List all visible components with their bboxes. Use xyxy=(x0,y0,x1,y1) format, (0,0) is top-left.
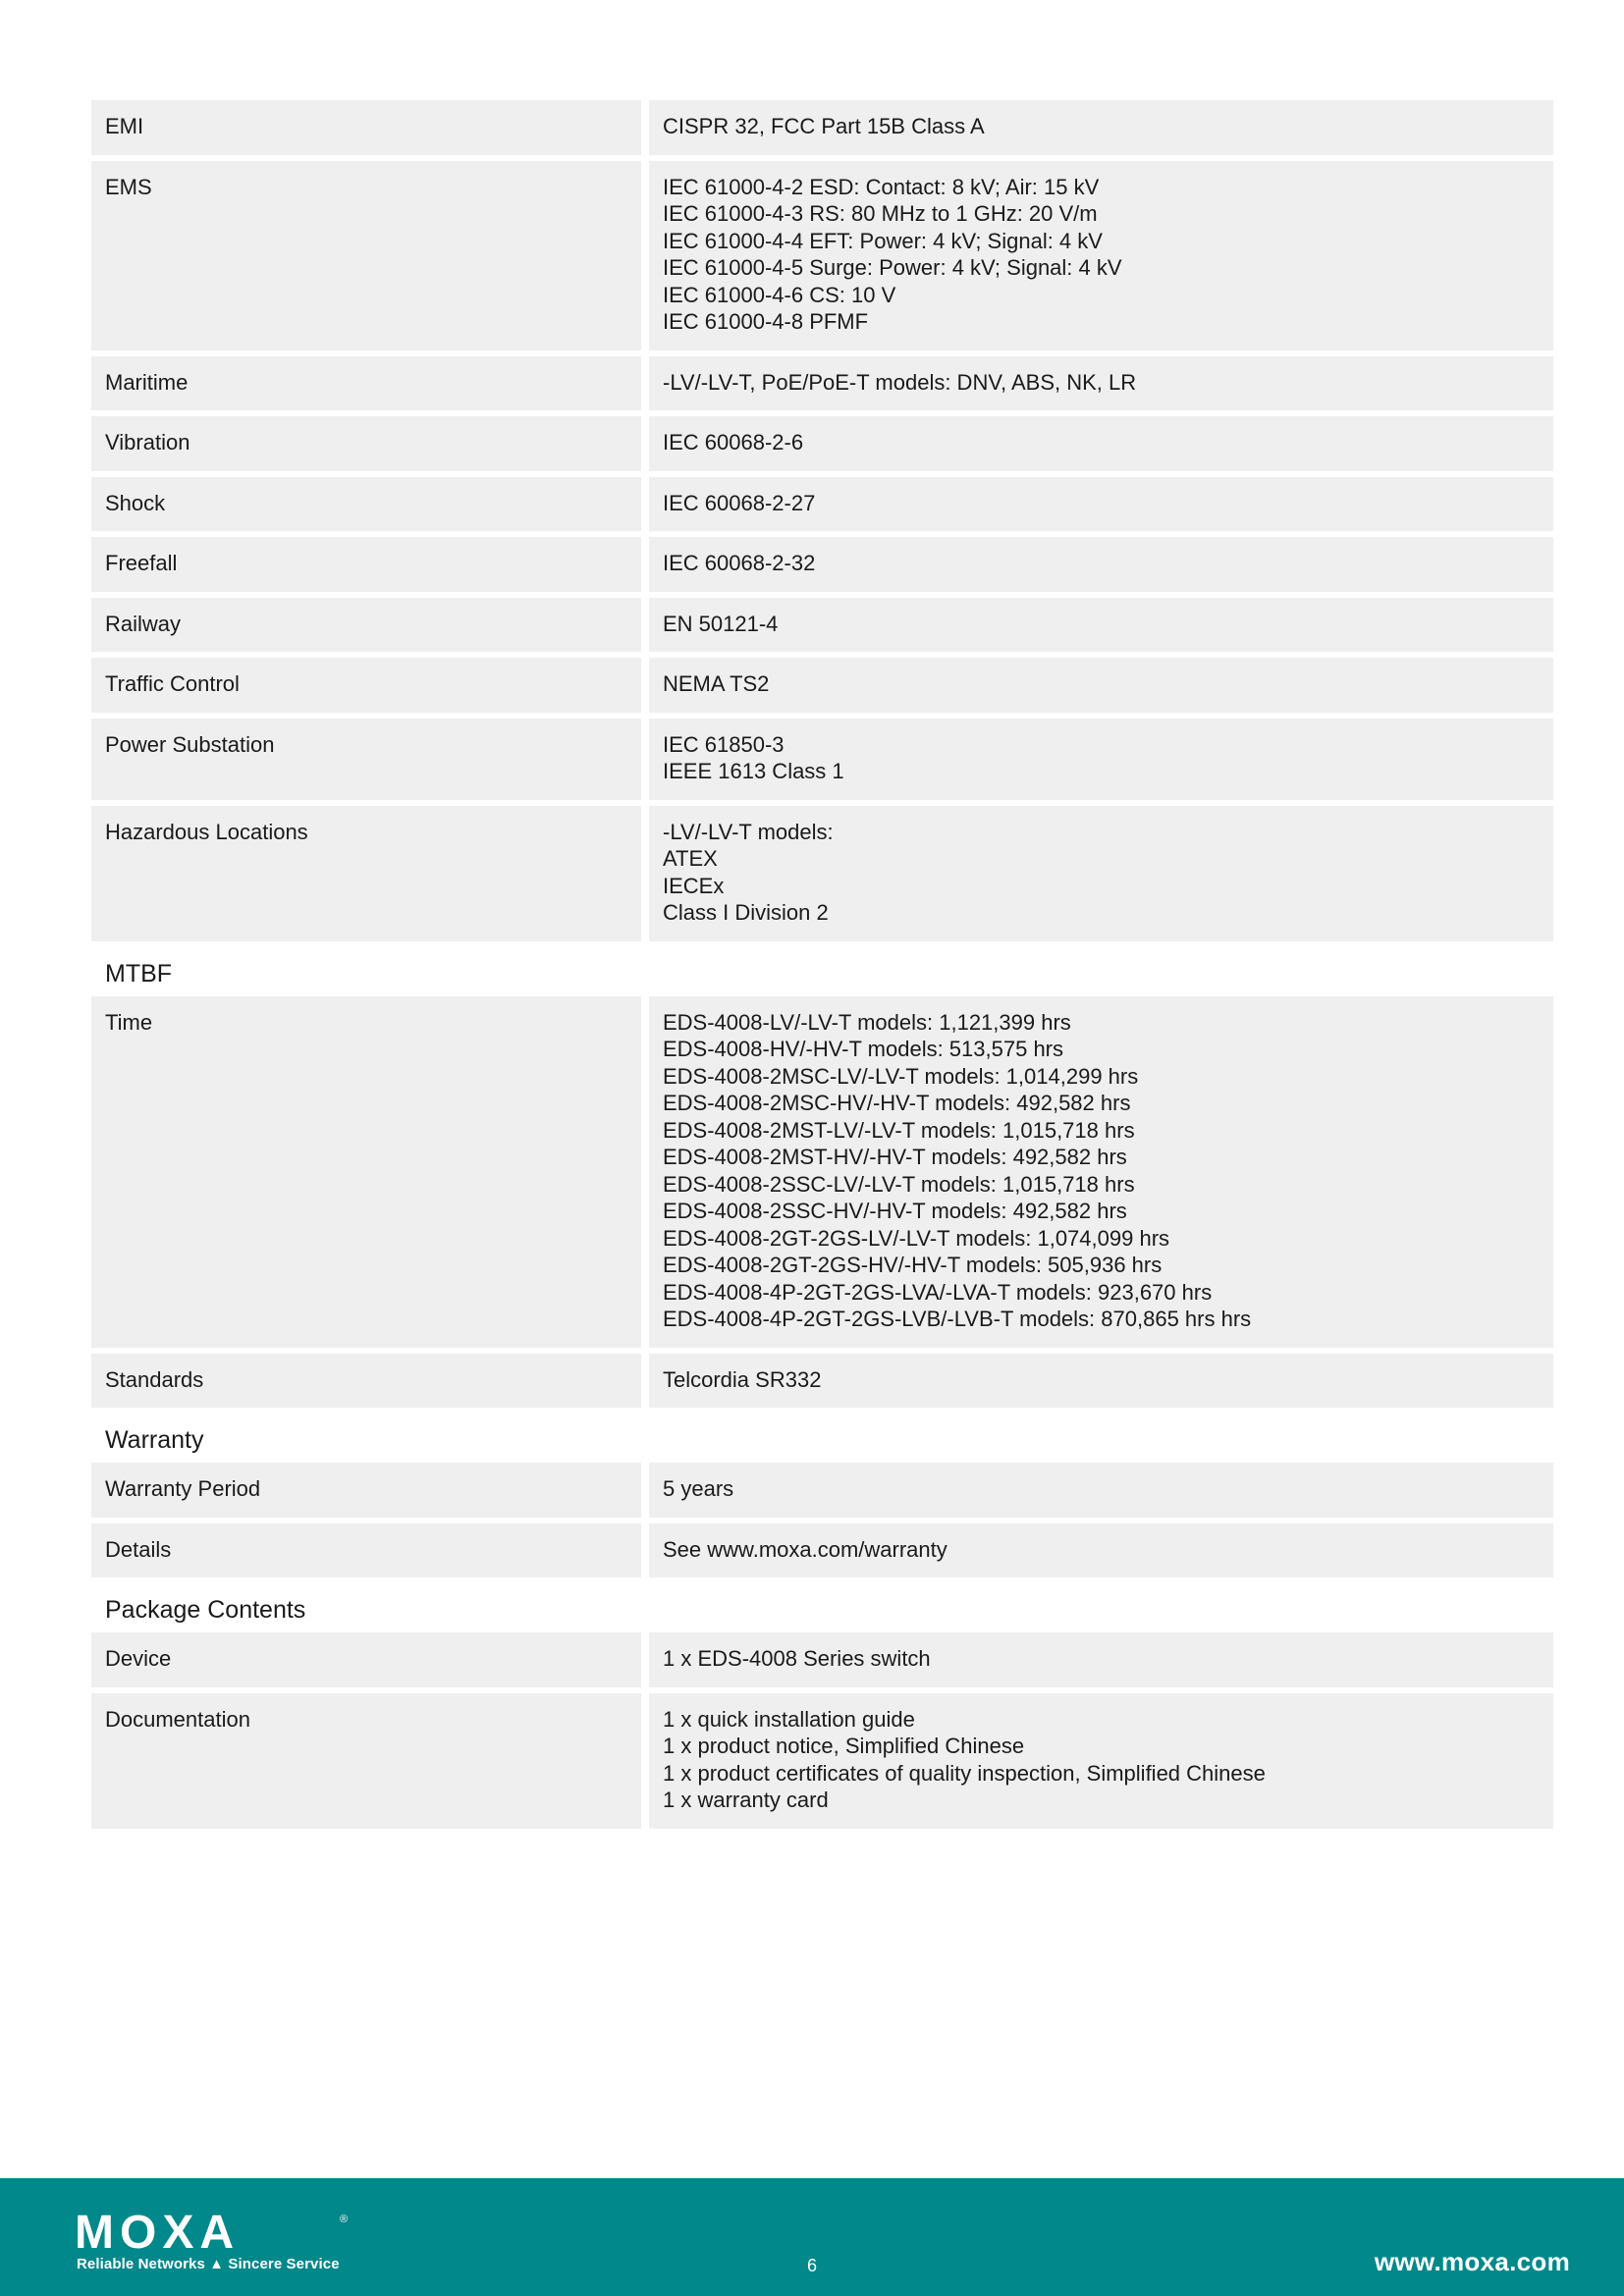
spec-value-line: 1 x product certificates of quality inspection, Simplified Chinese xyxy=(663,1760,1266,1786)
spec-value xyxy=(649,1354,1553,1409)
spec-row xyxy=(91,1523,1553,1578)
spec-label: Time xyxy=(91,996,641,1348)
spec-value xyxy=(649,1693,1553,1829)
spec-label: Hazardous Locations xyxy=(91,806,641,941)
spec-label: Shock xyxy=(91,477,641,532)
moxa-logo xyxy=(75,2211,350,2252)
spec-value-line: EDS-4008-2SSC-HV/-HV-T models: 492,582 hrs xyxy=(663,1199,1127,1223)
spec-value-line: IEC 61000-4-3 RS: 80 MHz to 1 GHz: 20 V/m xyxy=(663,201,1098,226)
spec-value-line: IEEE 1613 Class 1 xyxy=(663,759,844,783)
spec-value-line: EDS-4008-2SSC-LV/-LV-T models: 1,015,718 hrs xyxy=(663,1171,1135,1197)
spec-value-line: 1 x quick installation guide xyxy=(663,1706,915,1732)
spec-label: EMI xyxy=(91,100,641,155)
spec-value xyxy=(649,416,1553,471)
spec-label: Device xyxy=(91,1632,641,1687)
spec-row xyxy=(91,356,1553,411)
spec-value-line: CISPR 32, FCC Part 15B Class A xyxy=(663,114,985,138)
spec-value-line: ATEX xyxy=(663,846,718,871)
spec-value-line: 1 x product notice, Simplified Chinese xyxy=(663,1734,1025,1758)
spec-row xyxy=(91,598,1553,653)
spec-value-line: Class I Division 2 xyxy=(663,900,829,925)
page-footer xyxy=(0,2178,1624,2296)
spec-value-line: IEC 61000-4-4 EFT: Power: 4 kV; Signal: 4 kV xyxy=(663,228,1103,253)
spec-row xyxy=(91,996,1553,1348)
spec-value-line: IEC 61000-4-5 Surge: Power: 4 kV; Signal: 4 kV xyxy=(663,255,1122,280)
spec-value xyxy=(649,658,1553,713)
spec-value-line: -LV/-LV-T, PoE/PoE-T models: DNV, ABS, NK, LR xyxy=(663,369,1137,395)
page-number: 6 xyxy=(806,2256,817,2275)
spec-value xyxy=(649,1523,1553,1578)
spec-label: Standards xyxy=(91,1354,641,1409)
spec-value-line: IEC 60068-2-27 xyxy=(663,490,816,515)
spec-value-line: Telcordia SR332 xyxy=(663,1366,822,1392)
spec-row xyxy=(91,416,1553,471)
spec-row xyxy=(91,161,1553,350)
spec-value-line: EDS-4008-4P-2GT-2GS-LVA/-LVA-T models: 923,670 hrs xyxy=(663,1279,1213,1305)
spec-value-line: IEC 60068-2-32 xyxy=(663,551,816,575)
spec-value xyxy=(649,719,1553,800)
spec-value xyxy=(649,100,1553,155)
spec-value-line: EDS-4008-2GT-2GS-LV/-LV-T models: 1,074,099 hrs xyxy=(663,1225,1170,1251)
spec-row xyxy=(91,1693,1553,1829)
spec-value xyxy=(649,537,1553,592)
spec-value xyxy=(649,1463,1553,1518)
spec-value xyxy=(649,161,1553,350)
spec-label: Vibration xyxy=(91,416,641,471)
spec-row xyxy=(91,100,1553,155)
spec-value-line: 1 x EDS-4008 Series switch xyxy=(663,1646,931,1671)
spec-row xyxy=(91,806,1553,941)
spec-value-line: EDS-4008-2GT-2GS-HV/-HV-T models: 505,936 hrs xyxy=(663,1253,1163,1277)
section-title: Package Contents xyxy=(105,1596,306,1624)
spec-value-line: IEC 61000-4-8 PFMF xyxy=(663,309,869,334)
spec-value-line: EDS-4008-HV/-HV-T models: 513,575 hrs xyxy=(663,1037,1063,1061)
spec-value-line: IEC 61000-4-6 CS: 10 V xyxy=(663,282,896,307)
spec-label: Maritime xyxy=(91,356,641,411)
spec-label: Power Substation xyxy=(91,719,641,800)
spec-value-line: NEMA TS2 xyxy=(663,671,770,696)
spec-label: Traffic Control xyxy=(91,658,641,713)
spec-value-line: EDS-4008-LV/-LV-T models: 1,121,399 hrs xyxy=(663,1009,1071,1035)
spec-label: Details xyxy=(91,1523,641,1578)
spec-value-line: 5 years xyxy=(663,1476,734,1501)
spec-value xyxy=(649,996,1553,1348)
spec-label: Warranty Period xyxy=(91,1463,641,1518)
spec-value xyxy=(649,356,1553,411)
spec-row xyxy=(91,537,1553,592)
spec-value xyxy=(649,1632,1553,1687)
spec-label: Documentation xyxy=(91,1693,641,1829)
spec-value-line: EDS-4008-2MSC-LV/-LV-T models: 1,014,299 hrs xyxy=(663,1063,1139,1089)
spec-table xyxy=(91,100,1553,1835)
spec-row xyxy=(91,1632,1553,1687)
spec-value-line: IEC 60068-2-6 xyxy=(663,430,804,454)
spec-label: Freefall xyxy=(91,537,641,592)
spec-row xyxy=(91,1463,1553,1518)
footer-website-link[interactable]: www.moxa.com xyxy=(1374,2247,1570,2276)
spec-value-line: EN 50121-4 xyxy=(663,611,779,636)
spec-value xyxy=(649,806,1553,941)
spec-value-line: IEC 61850-3 xyxy=(663,731,785,757)
spec-row xyxy=(91,1354,1553,1409)
spec-value-line: EDS-4008-2MSC-HV/-HV-T models: 492,582 hrs xyxy=(663,1091,1131,1115)
spec-value xyxy=(649,477,1553,532)
spec-label: EMS xyxy=(91,161,641,350)
section-title: MTBF xyxy=(105,959,173,988)
spec-value-line: IEC 61000-4-2 ESD: Contact: 8 kV; Air: 15 kV xyxy=(663,174,1100,199)
spec-row xyxy=(91,719,1553,800)
spec-value xyxy=(649,598,1553,653)
spec-value-line: See www.moxa.com/warranty xyxy=(663,1536,947,1562)
spec-value-line: EDS-4008-4P-2GT-2GS-LVB/-LVB-T models: 870,865 hrs hrs xyxy=(663,1307,1252,1331)
footer-tagline: Reliable Networks ▲ Sincere Service xyxy=(77,2256,340,2272)
spec-value-line: IECEx xyxy=(663,873,725,898)
spec-row xyxy=(91,658,1553,713)
svg-text:MOXA: MOXA xyxy=(75,2211,240,2252)
spec-value-line: 1 x warranty card xyxy=(663,1788,829,1812)
section-title: Warranty xyxy=(105,1426,204,1454)
svg-text:®: ® xyxy=(340,2214,349,2225)
spec-value-line: EDS-4008-2MST-LV/-LV-T models: 1,015,718 hrs xyxy=(663,1117,1135,1143)
spec-value-line: EDS-4008-2MST-HV/-HV-T models: 492,582 hrs xyxy=(663,1145,1127,1169)
spec-row xyxy=(91,477,1553,532)
spec-label: Railway xyxy=(91,598,641,653)
spec-value-line: -LV/-LV-T models: xyxy=(663,819,834,844)
